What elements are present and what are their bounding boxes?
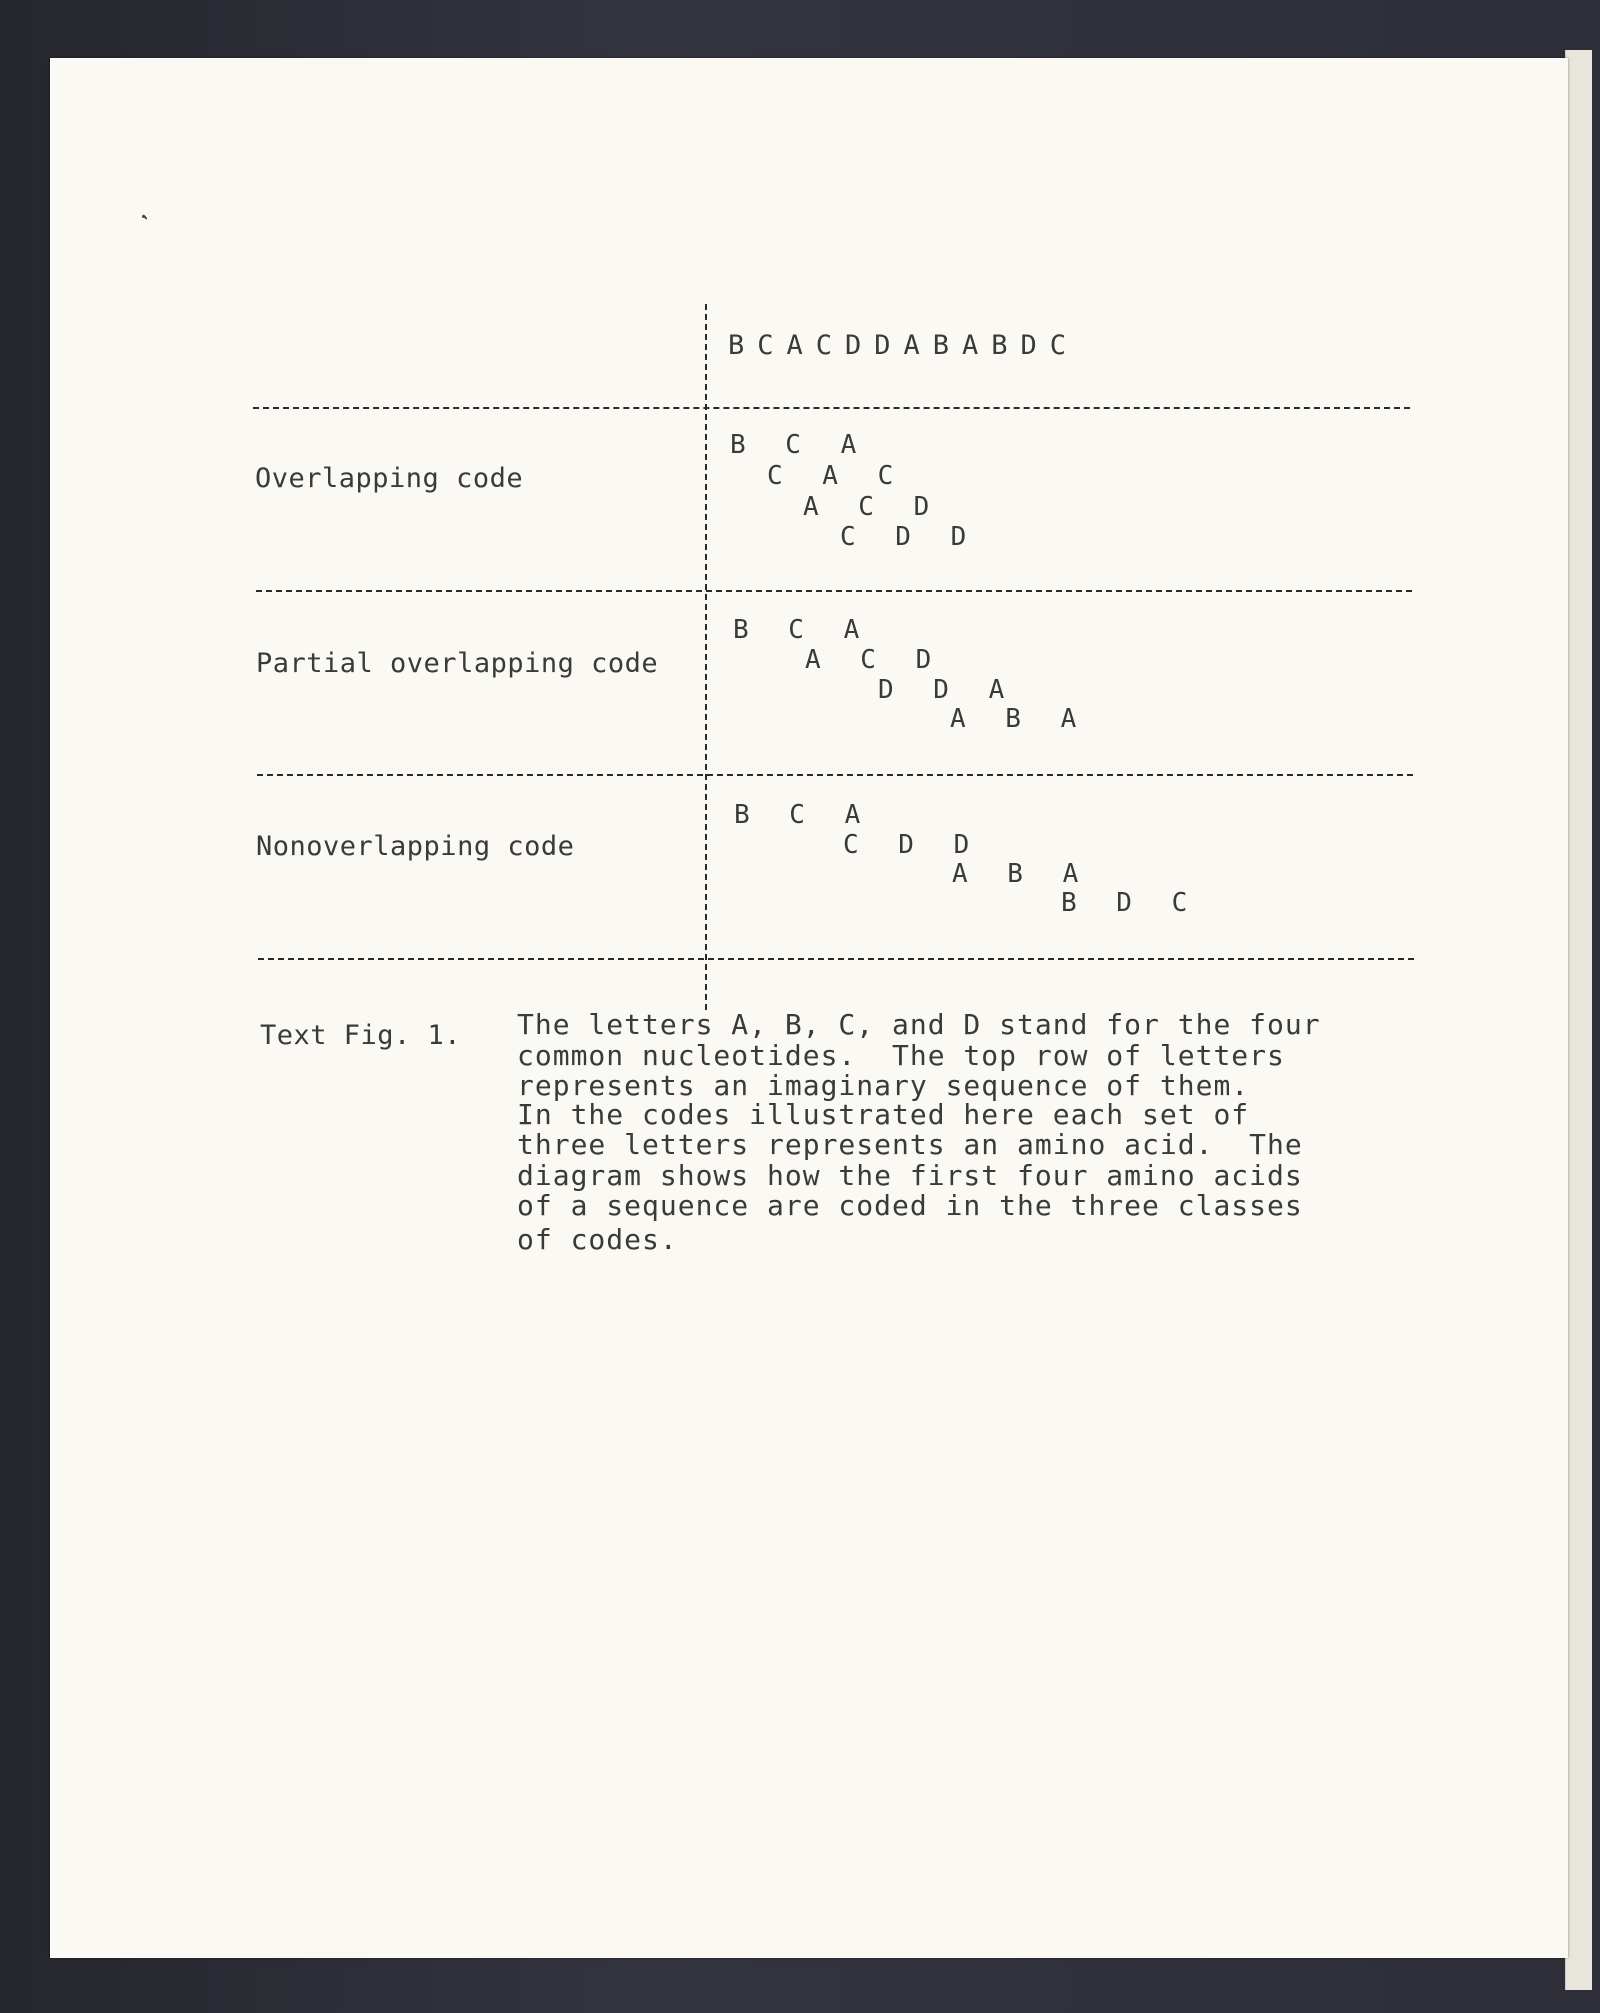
header-sequence: BCACDDABABDC: [728, 330, 1080, 361]
triplet: D D A: [878, 675, 1017, 705]
triplet: A B A: [952, 859, 1091, 889]
triplet: C D D: [843, 830, 982, 860]
caption-line: three letters represents an amino acid. The: [517, 1128, 1303, 1161]
triplet: A C D: [805, 645, 944, 675]
triplet: B C A: [730, 430, 869, 460]
triplet: A B A: [950, 704, 1089, 734]
paper-speck: [142, 215, 145, 218]
row-label-nonoverlapping: Nonoverlapping code: [256, 831, 575, 862]
figure-caption-label: Text Fig. 1.: [260, 1020, 462, 1051]
backing-card-edge: [1565, 50, 1592, 1990]
caption-line: represents an imaginary sequence of them.: [517, 1069, 1250, 1102]
document-page: [50, 58, 1568, 1958]
triplet: B C A: [734, 800, 873, 830]
row-label-overlapping: Overlapping code: [255, 463, 524, 494]
table-rule-bottom: [258, 958, 1414, 960]
caption-line: common nucleotides. The top row of letters: [517, 1039, 1285, 1072]
table-rule-header: [253, 407, 1410, 409]
triplet: B C A: [733, 615, 872, 645]
caption-line: diagram shows how the first four amino acids: [517, 1159, 1303, 1192]
caption-line: of a sequence are coded in the three classes: [517, 1189, 1303, 1222]
triplet: C D D: [840, 522, 979, 552]
triplet: A C D: [803, 492, 942, 522]
row-label-partial-overlapping: Partial overlapping code: [256, 648, 659, 679]
caption-line: In the codes illustrated here each set of: [517, 1098, 1250, 1131]
table-rule-row-1: [256, 590, 1412, 592]
triplet: B D C: [1061, 888, 1200, 918]
triplet: C A C: [767, 461, 906, 491]
table-column-divider: [705, 304, 707, 1010]
caption-line: of codes.: [517, 1223, 678, 1256]
table-rule-row-2: [257, 774, 1413, 776]
caption-line: The letters A, B, C, and D stand for the four: [517, 1008, 1321, 1041]
